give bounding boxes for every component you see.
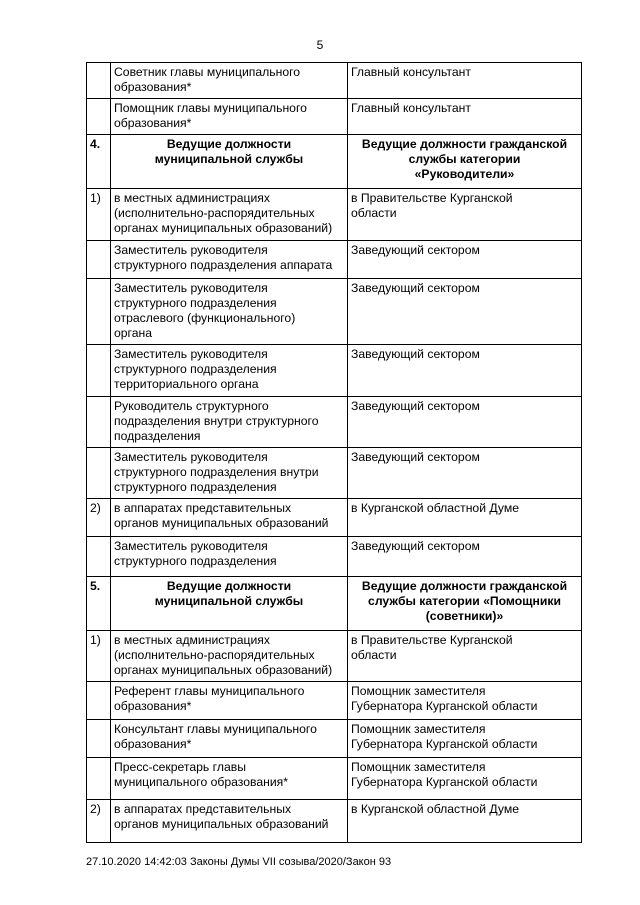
civil-position-cell: Помощник заместителя Губернатора Курганской области: [348, 758, 582, 800]
civil-position-cell: Заведующий сектором: [348, 279, 582, 345]
civil-position-cell: в Правительстве Курганской области: [348, 189, 582, 241]
row-number-cell: [87, 241, 111, 279]
municipal-position-cell: в аппаратах представительных органов муниципальных образований: [111, 800, 348, 843]
municipal-position-cell: Советник главы муниципального образования*: [111, 63, 348, 99]
table-row: [87, 99, 582, 135]
civil-position-cell: Ведущие должности гражданской службы категории «Помощники (советники)»: [348, 577, 582, 631]
civil-position-cell: Помощник заместителя Губернатора Курганской области: [348, 720, 582, 758]
table-row: [87, 537, 582, 577]
row-number-cell: [87, 99, 111, 135]
row-number-cell: [87, 397, 111, 448]
civil-position-cell: в Курганской областной Думе: [348, 499, 582, 537]
civil-position-cell: Ведущие должности гражданской службы категории «Руководители»: [348, 135, 582, 189]
section-header-row: [87, 577, 582, 631]
row-number-cell: [87, 720, 111, 758]
municipal-position-cell: в местных администрациях (исполнительно-распорядительных органах муниципальных образований): [111, 189, 348, 241]
row-number-cell: 2): [87, 499, 111, 537]
civil-position-cell: Главный консультант: [348, 63, 582, 99]
row-number-cell: 2): [87, 800, 111, 843]
positions-table-body: [87, 63, 582, 843]
municipal-position-cell: Заместитель руководителя структурного подразделения внутри структурного подразделения: [111, 448, 348, 499]
table-row: [87, 345, 582, 397]
table-row: [87, 758, 582, 800]
table-row: [87, 63, 582, 99]
municipal-position-cell: в аппаратах представительных органов муниципальных образований: [111, 499, 348, 537]
civil-position-cell: Помощник заместителя Губернатора Курганской области: [348, 682, 582, 720]
municipal-position-cell: в местных администрациях (исполнительно-распорядительных органах муниципальных образований): [111, 631, 348, 682]
row-number-cell: [87, 279, 111, 345]
municipal-position-cell: Ведущие должности муниципальной службы: [111, 577, 348, 631]
page-number: 5: [316, 38, 324, 52]
row-number-cell: [87, 345, 111, 397]
civil-position-cell: в Курганской областной Думе: [348, 800, 582, 843]
civil-position-cell: Заведующий сектором: [348, 345, 582, 397]
table-row: [87, 448, 582, 499]
table-row: [87, 631, 582, 682]
municipal-position-cell: Референт главы муниципального образования*: [111, 682, 348, 720]
municipal-position-cell: Заместитель руководителя структурного подразделения аппарата: [111, 241, 348, 279]
civil-position-cell: Заведующий сектором: [348, 397, 582, 448]
civil-position-cell: Заведующий сектором: [348, 537, 582, 577]
municipal-position-cell: Ведущие должности муниципальной службы: [111, 135, 348, 189]
table-row: [87, 397, 582, 448]
municipal-position-cell: Руководитель структурного подразделения внутри структурного подразделения: [111, 397, 348, 448]
municipal-position-cell: Помощник главы муниципального образования*: [111, 99, 348, 135]
civil-position-cell: Главный консультант: [348, 99, 582, 135]
municipal-position-cell: Заместитель руководителя структурного подразделения территориального органа: [111, 345, 348, 397]
section-header-row: [87, 135, 582, 189]
row-number-cell: [87, 758, 111, 800]
table-row: [87, 499, 582, 537]
row-number-cell: [87, 682, 111, 720]
positions-table: [86, 62, 582, 843]
row-number-cell: 4.: [87, 135, 111, 189]
municipal-position-cell: Заместитель руководителя структурного подразделения отраслевого (функционального) органа: [111, 279, 348, 345]
row-number-cell: 1): [87, 631, 111, 682]
table-row: [87, 720, 582, 758]
row-number-cell: [87, 537, 111, 577]
row-number-cell: 5.: [87, 577, 111, 631]
table-row: [87, 800, 582, 843]
municipal-position-cell: Консультант главы муниципального образования*: [111, 720, 348, 758]
table-row: [87, 189, 582, 241]
municipal-position-cell: Пресс-секретарь главы муниципального образования*: [111, 758, 348, 800]
table-row: [87, 682, 582, 720]
municipal-position-cell: Заместитель руководителя структурного подразделения: [111, 537, 348, 577]
document-footer: 27.10.2020 14:42:03 Законы Думы VII созыва/2020/Закон 93: [86, 856, 392, 868]
row-number-cell: [87, 448, 111, 499]
civil-position-cell: в Правительстве Курганской области: [348, 631, 582, 682]
row-number-cell: 1): [87, 189, 111, 241]
table-row: [87, 241, 582, 279]
table-row: [87, 279, 582, 345]
row-number-cell: [87, 63, 111, 99]
civil-position-cell: Заведующий сектором: [348, 448, 582, 499]
civil-position-cell: Заведующий сектором: [348, 241, 582, 279]
